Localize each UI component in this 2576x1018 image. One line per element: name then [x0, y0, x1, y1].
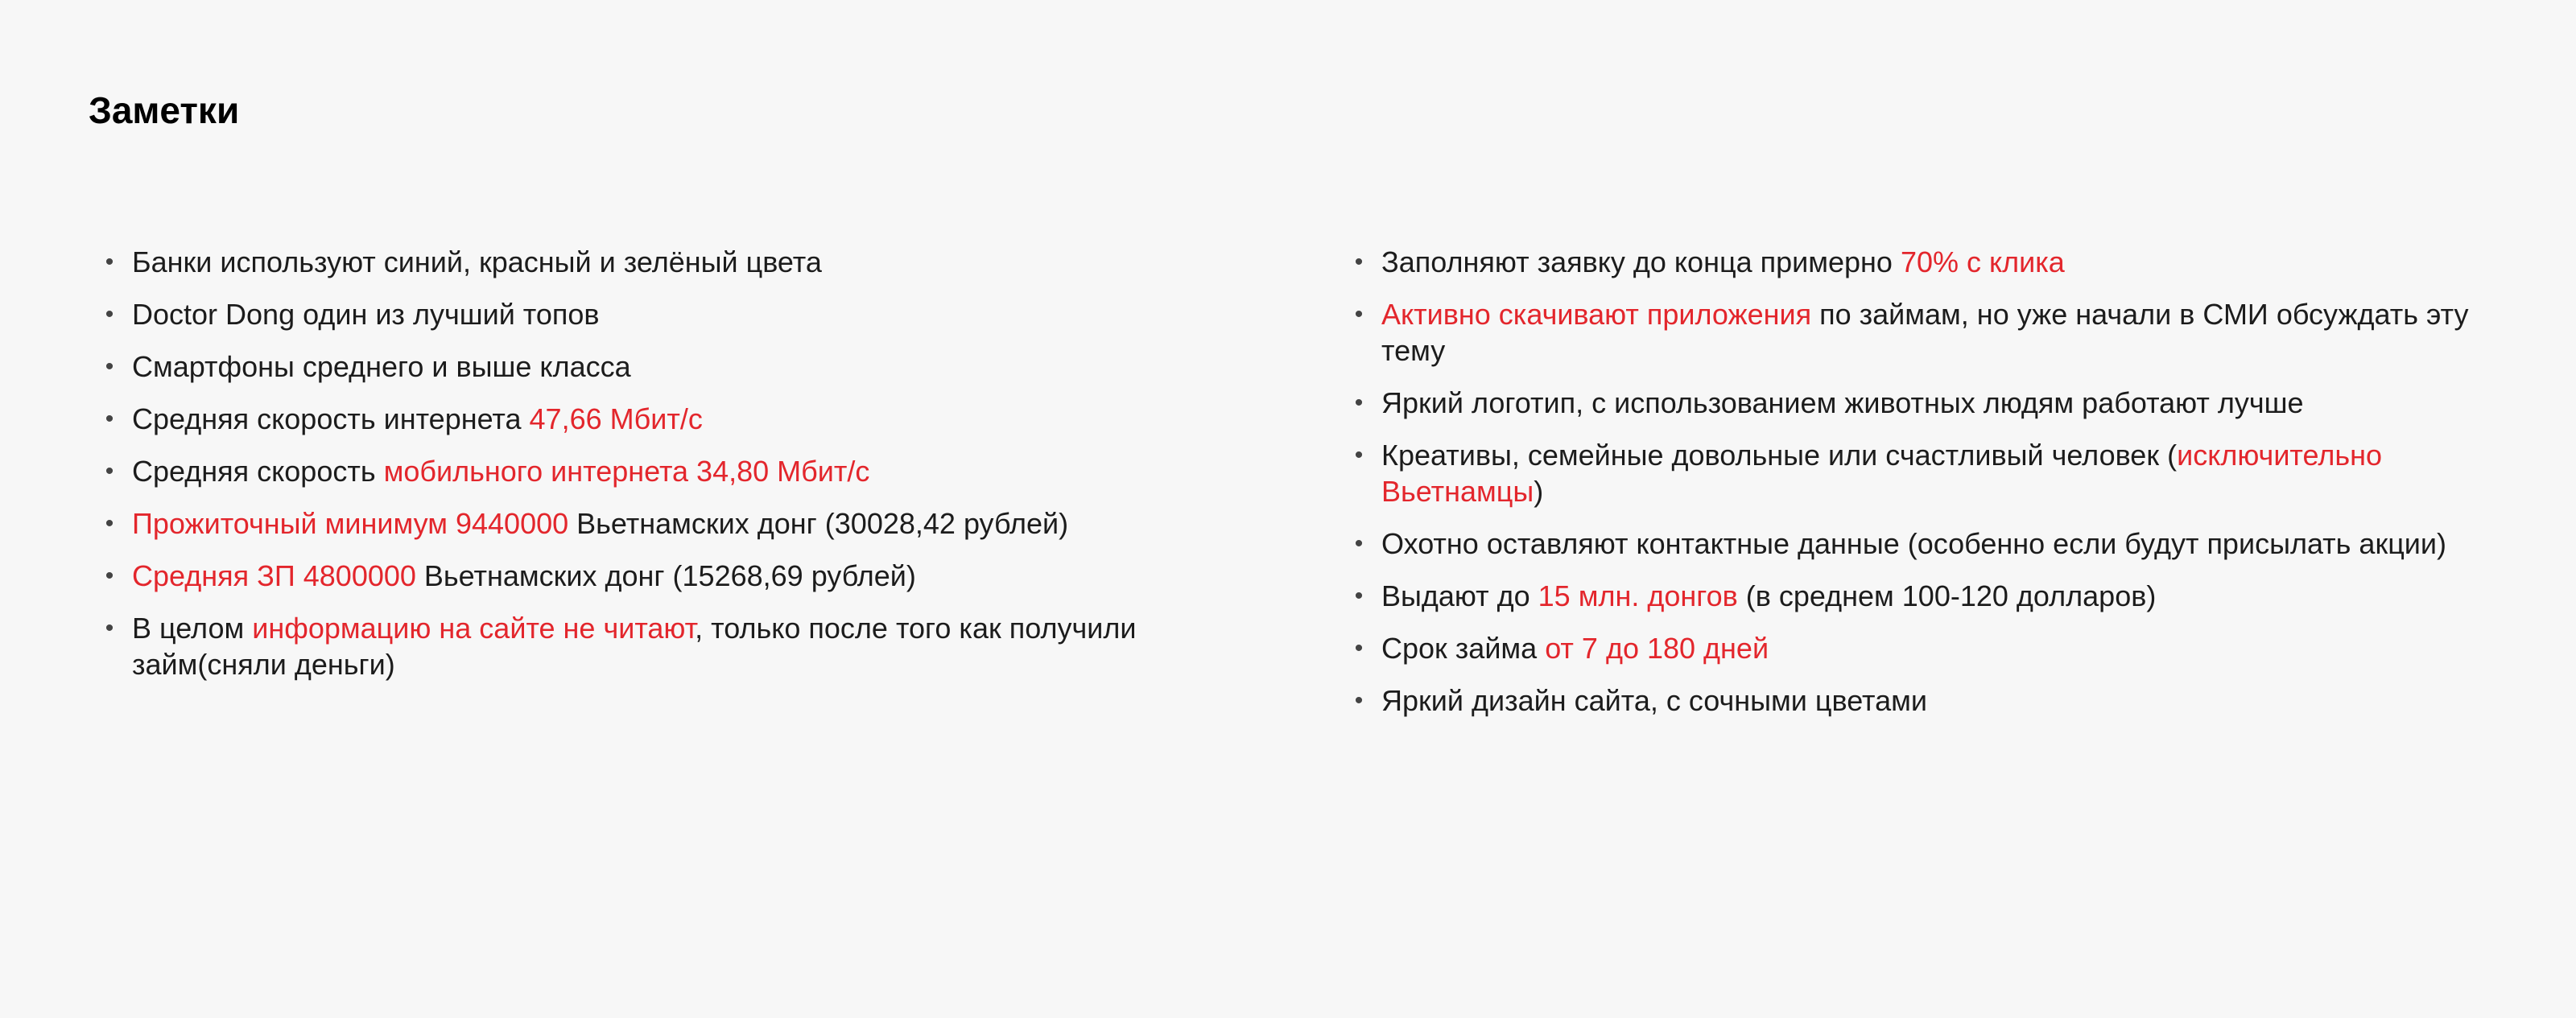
note-highlight-text: информацию на сайте не читают [252, 612, 696, 645]
bullet-icon: • [105, 615, 114, 641]
note-text: Средняя скорость [132, 455, 384, 488]
note-item [101, 244, 1269, 280]
bullet-icon: • [105, 510, 114, 537]
note-highlight-text: 15 млн. донгов [1538, 579, 1738, 612]
note-highlight-text: мобильного интернета 34,80 Мбит/с [383, 455, 870, 488]
bullet-icon: • [1354, 687, 1364, 714]
bullet-icon: • [1354, 583, 1364, 609]
note-text: Смартфоны среднего и выше класса [132, 350, 631, 383]
note-text: по займам, но уже начали в СМИ обсуждать эту тему [1381, 298, 2469, 367]
note-highlight-text: 70% с клика [1900, 245, 2065, 278]
note-item [101, 401, 1269, 437]
note-item [1351, 385, 2510, 421]
note-text: Креативы, семейные довольные или счастливый человек ( [1381, 439, 2178, 472]
note-text: Выдают до [1381, 579, 1538, 612]
note-text: Срок займа [1381, 632, 1546, 665]
note-highlight-text: исключительно Вьетнамцы [1381, 439, 2382, 508]
note-item [101, 610, 1269, 682]
note-text: ) [1534, 475, 1544, 508]
bullet-icon: • [1354, 249, 1364, 275]
note-highlight-text: Прожиточный минимум 9440000 [132, 507, 569, 540]
bullet-icon: • [105, 249, 114, 275]
note-text: Средняя скорость интернета [132, 402, 530, 435]
page-title: Заметки [89, 89, 240, 131]
note-item [1351, 525, 2510, 562]
note-text: Вьетнамских донг (15268,69 рублей) [415, 559, 916, 592]
note-item [1351, 437, 2510, 509]
bullet-icon: • [105, 563, 114, 589]
bullet-icon: • [1354, 530, 1364, 557]
bullet-icon: • [105, 458, 114, 484]
bullet-icon: • [1354, 635, 1364, 661]
note-text: Вьетнамских донг (30028,42 рублей) [568, 507, 1069, 540]
note-item [101, 348, 1269, 385]
note-item [1351, 578, 2510, 614]
note-item [101, 453, 1269, 489]
bullet-icon: • [1354, 301, 1364, 328]
note-text: (в среднем 100-120 долларов) [1737, 579, 2157, 612]
notes-list-right [1351, 244, 2510, 735]
note-text: Охотно оставляют контактные данные (особенно если будут присылать акции) [1381, 527, 2447, 560]
bullet-icon: • [105, 301, 114, 328]
note-text: Заполняют заявку до конца примерно [1381, 245, 1901, 278]
note-highlight-text: Средняя ЗП 4800000 [132, 559, 416, 592]
note-text: Яркий дизайн сайта, с сочными цветами [1381, 684, 1928, 717]
bullet-icon: • [105, 353, 114, 380]
bullet-icon: • [1354, 389, 1364, 416]
notes-list-left [101, 244, 1269, 699]
note-item [1351, 630, 2510, 666]
note-item [1351, 682, 2510, 719]
note-text: Яркий логотип, с использованием животных людям работают лучше [1381, 386, 2304, 419]
note-text: Doctor Dong один из лучший топов [132, 298, 600, 331]
note-item [1351, 296, 2510, 369]
note-highlight-text: 47,66 Мбит/с [529, 402, 703, 435]
note-item [101, 296, 1269, 332]
note-item [1351, 244, 2510, 280]
note-text: В целом [132, 612, 253, 645]
note-highlight-text: от 7 до 180 дней [1545, 632, 1769, 665]
note-highlight-text: Активно скачивают приложения [1381, 298, 1812, 331]
note-text: , только после того как получили займ(сняли деньги) [132, 612, 1137, 681]
note-text: Банки используют синий, красный и зелёный цвета [132, 245, 822, 278]
note-item [101, 505, 1269, 542]
bullet-icon: • [105, 406, 114, 432]
bullet-icon: • [1354, 442, 1364, 468]
note-item [101, 558, 1269, 594]
